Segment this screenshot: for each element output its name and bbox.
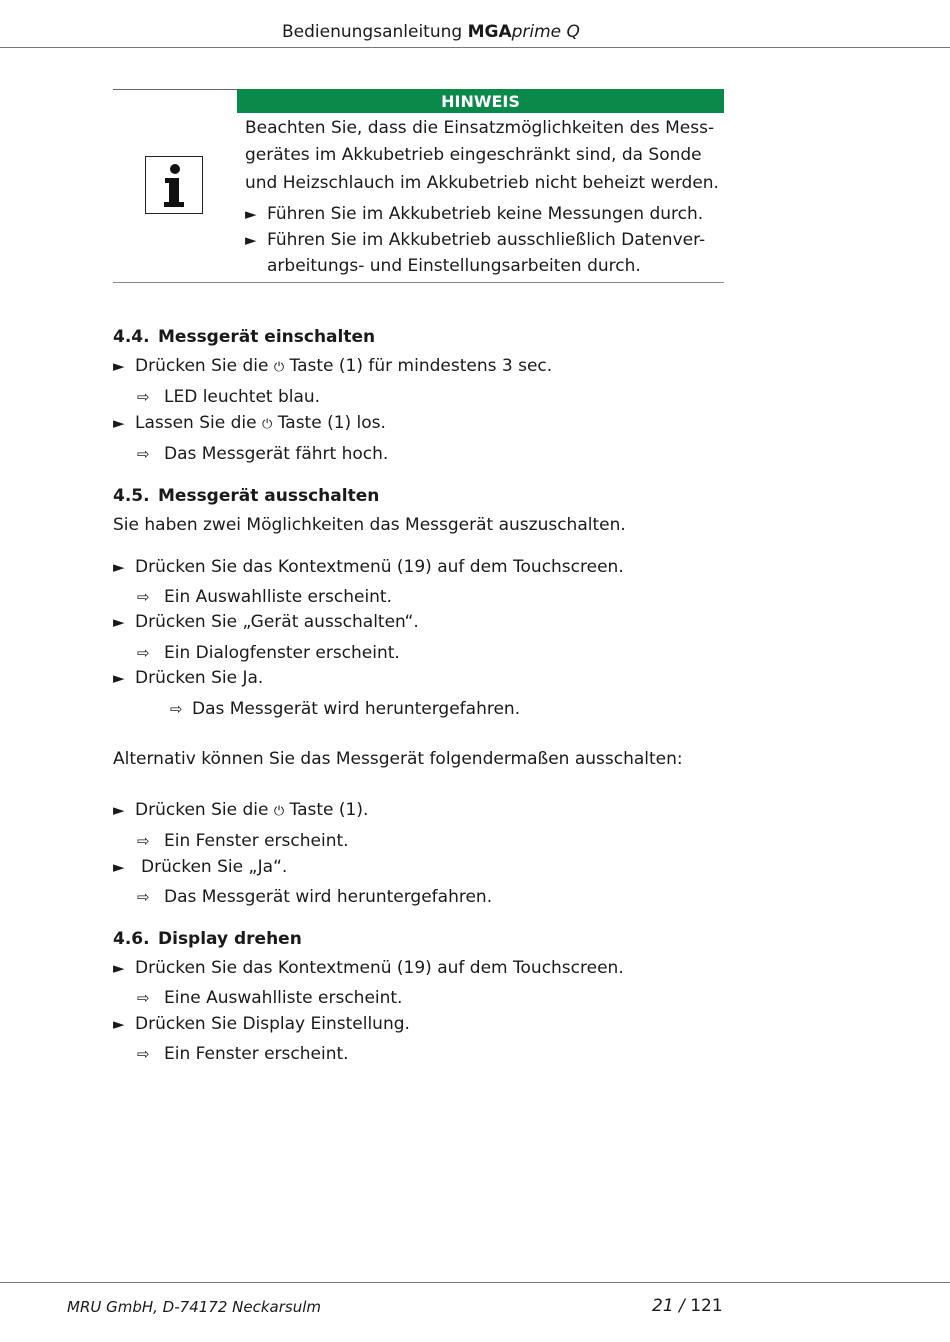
power-icon: ⏻ — [262, 417, 273, 432]
power-icon: ⏻ — [273, 804, 285, 819]
notice-title: HINWEIS — [237, 89, 724, 113]
step-marker-icon: ► — [113, 414, 125, 432]
header-model: prime Q — [511, 22, 580, 42]
step-marker-icon: ► — [113, 613, 125, 631]
page-number: 21 / 121 — [652, 1296, 723, 1316]
section-4-5-heading: 4.5. Messgerät ausschalten — [113, 486, 380, 506]
step-marker-icon: ► — [113, 858, 125, 876]
s45-step-1: ► Drücken Sie das Kontextmenü (19) auf dem Touchscreen. — [113, 557, 624, 577]
footer-rule — [0, 1282, 950, 1283]
result-arrow-icon: ⇨ — [137, 445, 150, 463]
notice-line-3: und Heizschlauch im Akkubetrieb nicht beheizt werden. — [245, 173, 719, 193]
step-marker-icon: ► — [245, 205, 257, 223]
s46-result-2: ⇨ Ein Fenster erscheint. — [137, 1044, 349, 1064]
footer-company: MRU GmbH, D-74172 Neckarsulm — [67, 1298, 321, 1316]
header-prefix: Bedienungsanleitung — [282, 22, 468, 42]
result-arrow-icon: ⇨ — [137, 888, 150, 906]
result-arrow-icon: ⇨ — [137, 588, 150, 606]
s45-alt: Alternativ können Sie das Messgerät folgendermaßen ausschalten: — [113, 749, 683, 769]
page-header — [282, 22, 580, 42]
notice-bullet-2-cont: arbeitungs- und Einstellungsarbeiten durch. — [267, 256, 641, 276]
s46-result-1: ⇨ Eine Auswahlliste erscheint. — [137, 988, 403, 1008]
notice-top-rule — [113, 89, 237, 90]
s45-result-1: ⇨ Ein Auswahlliste erscheint. — [137, 587, 393, 607]
s45-result-2: ⇨ Ein Dialogfenster erscheint. — [137, 643, 400, 663]
s46-step-1: ► Drücken Sie das Kontextmenü (19) auf dem Touchscreen. — [113, 958, 624, 978]
header-brand: MGA — [467, 22, 512, 42]
s45-result-4: ⇨ Ein Fenster erscheint. — [137, 831, 349, 851]
step-marker-icon: ► — [113, 801, 125, 819]
result-arrow-icon: ⇨ — [137, 989, 150, 1007]
notice-line-1: Beachten Sie, dass die Einsatzmöglichkeiten des Mess- — [245, 118, 715, 138]
result-arrow-icon: ⇨ — [137, 644, 150, 662]
s46-step-2: ► Drücken Sie Display Einstellung. — [113, 1014, 410, 1034]
result-arrow-icon: ⇨ — [137, 832, 150, 850]
s45-step-2: ► Drücken Sie „Gerät ausschalten“. — [113, 612, 419, 632]
result-arrow-icon: ⇨ — [137, 1045, 150, 1063]
s45-intro: Sie haben zwei Möglichkeiten das Messgerät auszuschalten. — [113, 515, 626, 535]
power-icon: ⏻ — [273, 360, 285, 375]
step-marker-icon: ► — [113, 357, 125, 375]
s44-result-2: ⇨ Das Messgerät fährt hoch. — [137, 444, 389, 464]
s45-step-4: ► Drücken Sie die ⏻ Taste (1). — [113, 800, 369, 820]
section-4-4-heading: 4.4. Messgerät einschalten — [113, 327, 376, 347]
step-marker-icon: ► — [113, 558, 125, 576]
info-icon — [145, 156, 203, 214]
section-4-6-heading: 4.6. Display drehen — [113, 929, 302, 949]
s44-result-1: ⇨ LED leuchtet blau. — [137, 387, 321, 407]
notice-line-2: gerätes im Akkubetrieb eingeschränkt sind, da Sonde — [245, 145, 702, 165]
s45-step-3: ► Drücken Sie Ja. — [113, 668, 264, 688]
step-marker-icon: ► — [113, 959, 125, 977]
result-arrow-icon: ⇨ — [170, 700, 183, 718]
s45-result-5: ⇨ Das Messgerät wird heruntergefahren. — [137, 887, 493, 907]
notice-bullet-1: ► Führen Sie im Akkubetrieb keine Messungen durch. — [245, 201, 703, 227]
s45-step-5: ► Drücken Sie „Ja“. — [113, 857, 288, 877]
s44-step-2: ► Lassen Sie die ⏻ Taste (1) los. — [113, 413, 386, 433]
result-arrow-icon: ⇨ — [137, 388, 150, 406]
s45-result-3: ⇨ Das Messgerät wird heruntergefahren. — [170, 699, 521, 719]
s44-step-1: ► Drücken Sie die ⏻ Taste (1) für mindestens 3 sec. — [113, 356, 553, 376]
notice-bullet-2: ► Führen Sie im Akkubetrieb ausschließlich Datenver- — [245, 227, 705, 253]
step-marker-icon: ► — [113, 669, 125, 687]
step-marker-icon: ► — [113, 1015, 125, 1033]
notice-bottom-rule — [113, 282, 724, 283]
step-marker-icon: ► — [245, 231, 257, 249]
header-rule — [0, 47, 950, 48]
